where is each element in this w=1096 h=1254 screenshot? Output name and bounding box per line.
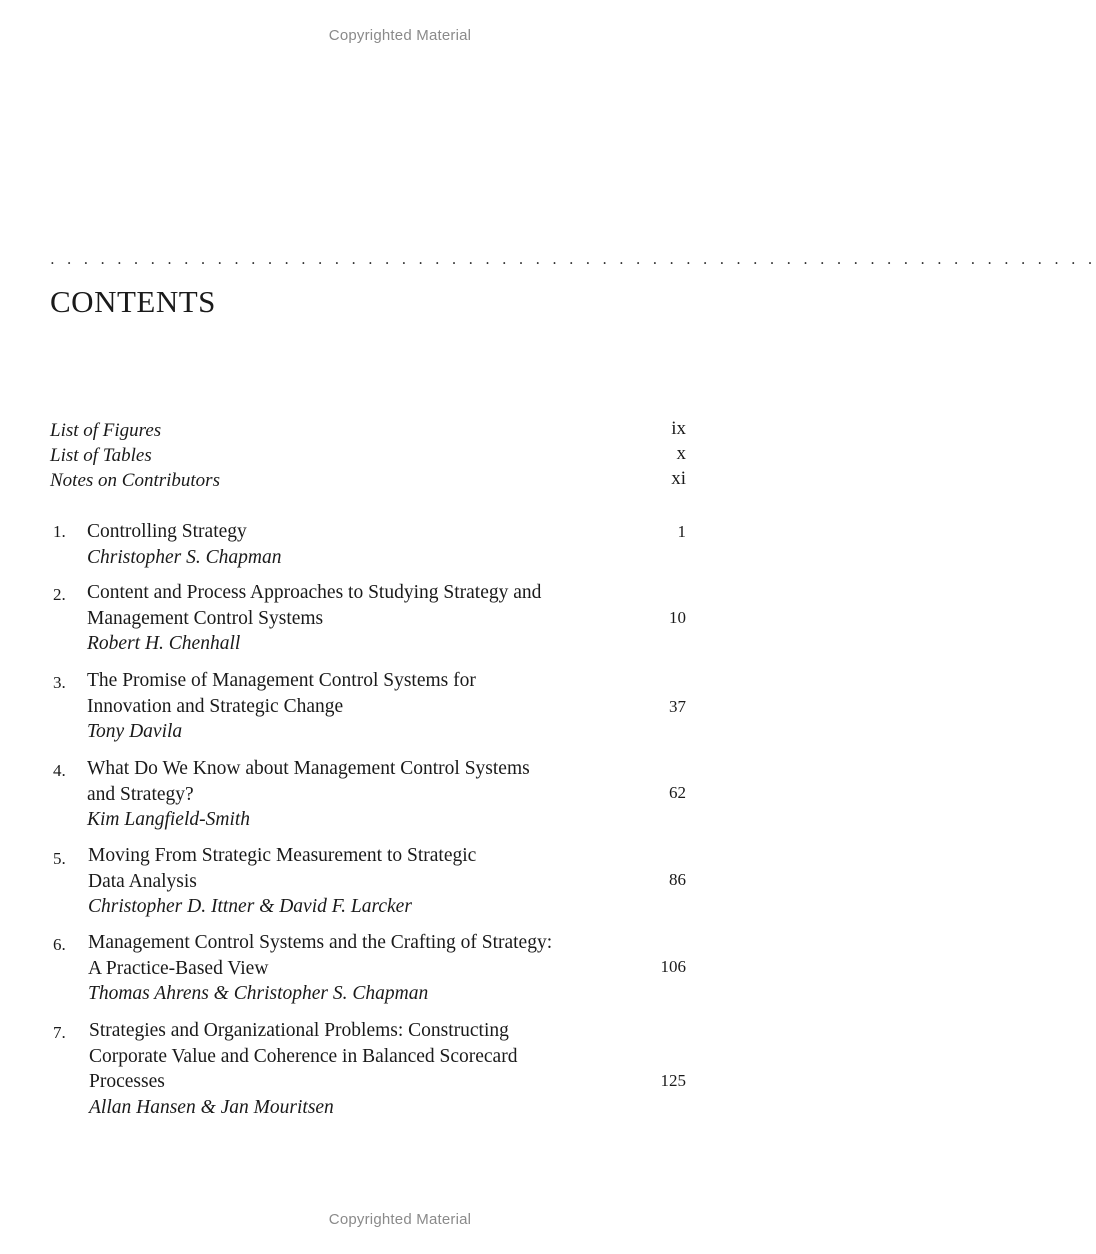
chapter-title-line: The Promise of Management Control Systems for — [87, 670, 476, 691]
chapter-author: Allan Hansen & Jan Mouritsen — [89, 1096, 334, 1118]
front-matter-label: Notes on Contributors — [50, 470, 220, 491]
chapter-number: 1. — [53, 522, 66, 541]
chapter-title-line: What Do We Know about Management Control Systems — [87, 758, 530, 779]
chapter-title-line: Processes — [89, 1071, 165, 1092]
chapter-title-line: Corporate Value and Coherence in Balanced Scorecard — [89, 1045, 518, 1067]
front-matter-item — [50, 470, 686, 492]
chapter-number: 4. — [53, 761, 66, 780]
page-title: CONTENTS — [50, 284, 216, 319]
chapter-title-line: Controlling Strategy — [87, 521, 247, 542]
chapter-author: Christopher D. Ittner & David F. Larcker — [88, 896, 412, 917]
chapter-page: 37 — [669, 697, 686, 716]
chapter-page: 10 — [669, 608, 686, 627]
chapter-author: Thomas Ahrens & Christopher S. Chapman — [88, 983, 429, 1004]
front-matter-item — [50, 445, 686, 467]
chapter-title-line: Management Control Systems and the Crafting of Strategy: — [88, 932, 553, 953]
chapter-title-line: Strategies and Organizational Problems: Constructing — [89, 1020, 509, 1041]
front-matter-item — [50, 420, 686, 442]
chapter-page: 86 — [669, 870, 686, 889]
chapter-page: 106 — [660, 957, 686, 976]
dotted-separator: . . . . . . . . . . . . . . . . . . . . . . . . . . . . . . . . . . . . . . . . . . . . . . . . . . . . . . . . . . . . . . . — [50, 250, 1096, 268]
chapter-title-line: and Strategy? — [87, 783, 194, 805]
chapter-page: 62 — [669, 783, 686, 802]
chapter-number: 2. — [53, 585, 66, 604]
front-matter-label: List of Tables — [50, 445, 152, 466]
chapter-title-line: Innovation and Strategic Change — [87, 695, 344, 717]
front-matter-page: xi — [671, 468, 686, 489]
chapter-author: Robert H. Chenhall — [87, 633, 241, 654]
chapter-number: 6. — [53, 935, 66, 954]
chapter-title-line: Moving From Strategic Measurement to Strategic — [88, 845, 477, 866]
chapter-author: Tony Davila — [87, 721, 183, 742]
chapter-number: 5. — [53, 849, 66, 868]
chapter-number: 7. — [53, 1023, 66, 1042]
chapter-author: Christopher S. Chapman — [87, 546, 282, 568]
chapter-number: 3. — [53, 673, 66, 692]
chapter-page: 125 — [660, 1071, 686, 1090]
chapter-author: Kim Langfield-Smith — [87, 809, 251, 830]
watermark-bottom: Copyrighted Material — [328, 1211, 472, 1228]
front-matter-page: ix — [671, 418, 686, 439]
front-matter-page: x — [676, 443, 686, 464]
chapter-title-line: A Practice-Based View — [88, 957, 269, 979]
chapter-title-line: Management Control Systems — [87, 607, 324, 629]
watermark-top: Copyrighted Material — [328, 27, 472, 44]
chapter-title-line: Content and Process Approaches to Studying Strategy and — [87, 582, 542, 603]
front-matter-label: List of Figures — [50, 420, 162, 441]
chapter-title-line: Data Analysis — [88, 870, 197, 892]
chapter-page: 1 — [677, 522, 686, 541]
